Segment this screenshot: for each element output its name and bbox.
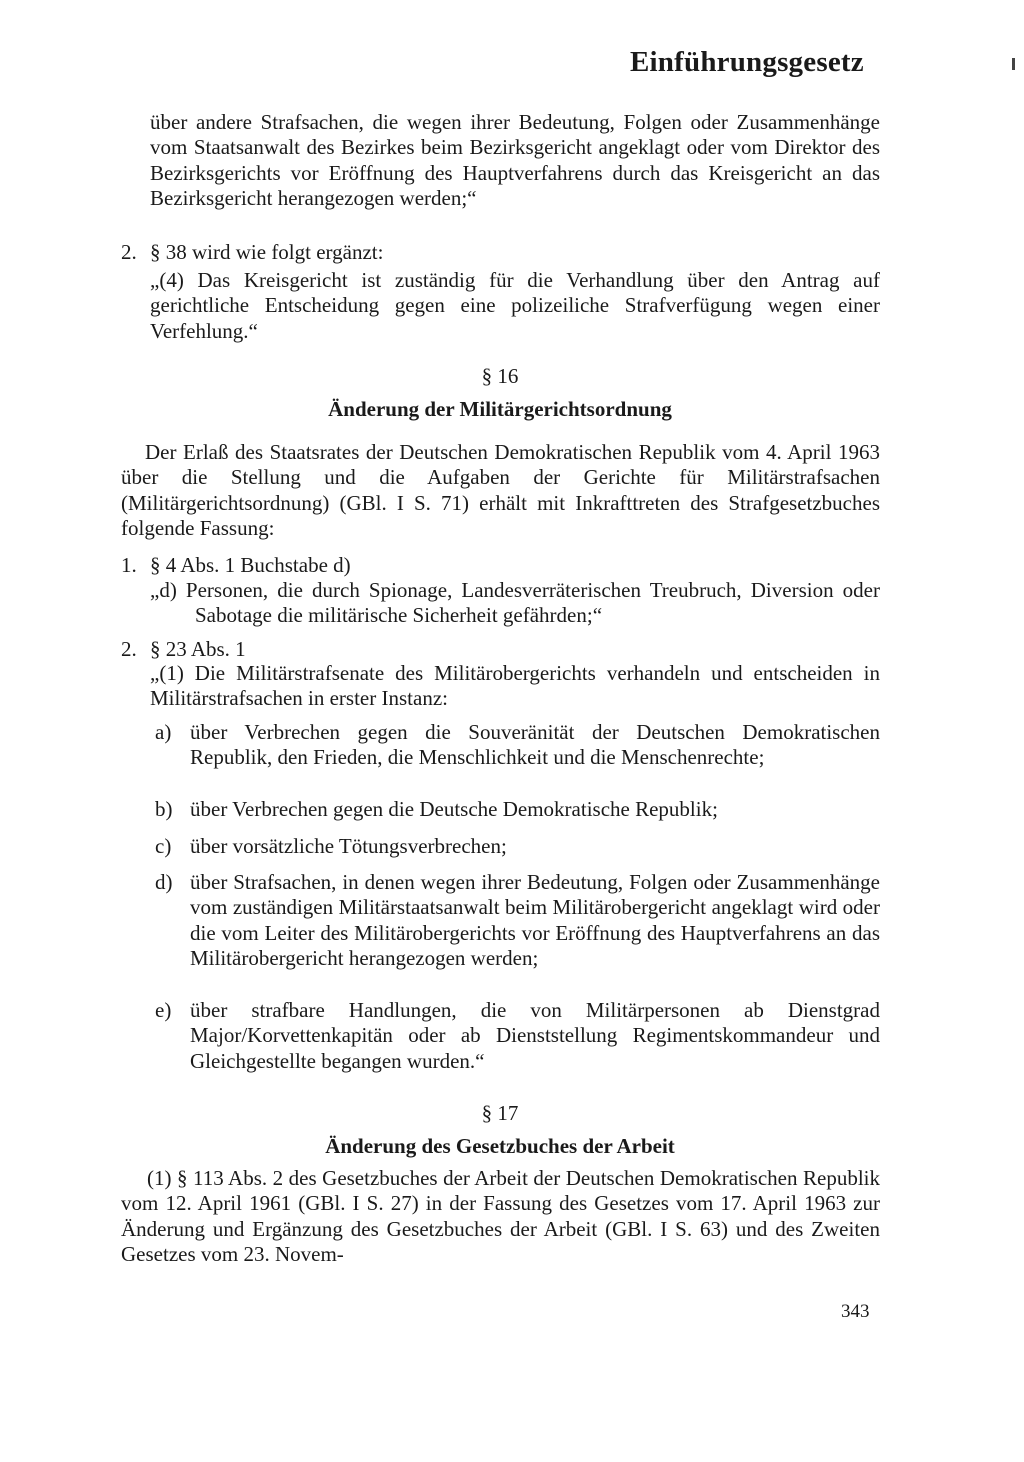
section-paragraph: (1) § 113 Abs. 2 des Gesetzbuches der Arbeit der Deutschen Demokratischen Republik vom 12. April 1961 (GBl. I S. 27) in der Fassung des Gesetzes vom 17. April 1963 zur Änderung und Ergänzung des Gesetzbuches der Arbeit (GBl. I S. 63) und des Zweiten Gesetzes vom 23. Novem-	[121, 1166, 880, 1267]
margin-mark	[1012, 58, 1015, 70]
subitem-label: e)	[155, 998, 172, 1022]
subitem-text: über Strafsachen, in denen wegen ihrer Bedeutung, Folgen oder Zusammenhänge vom zuständigen Militärstaatsanwalt beim Militärobergericht angeklagt wird oder die vom Leiter des Militärobergerichts vor Eröffnung des Hauptverfahrens an das Militärobergericht herangezogen werden;	[190, 870, 880, 971]
section-heading: Änderung des Gesetzbuches der Arbeit	[325, 1134, 675, 1158]
subitem-label: c)	[155, 834, 172, 858]
section-heading: Änderung der Militärgerichtsordnung	[328, 397, 672, 421]
subitem-text: über Verbrechen gegen die Souveränität der Deutschen Demokratischen Republik, den Frieden, die Menschlichkeit und die Menschenrechte;	[190, 720, 880, 770]
item-text: „(4) Das Kreisgericht ist zuständig für die Verhandlung über den Antrag auf gerichtliche Entscheidung gegen eine polizeiliche Strafverfügung wegen einer Verfehlung.“	[150, 268, 880, 343]
section-number: § 16	[481, 364, 519, 388]
section-number: § 17	[481, 1101, 519, 1125]
section-intro: Der Erlaß des Staatsrates der Deutschen Demokratischen Republik vom 4. April 1963 über die Stellung und die Aufgaben der Gerichte für Militärstrafsachen (Militärgerichtsordnung) (GBl. I S. 71) erhält mit Inkrafttreten des Strafgesetzbuches folgende Fassung:	[121, 440, 880, 541]
item-title: § 23 Abs. 1	[150, 637, 246, 661]
item-title: § 4 Abs. 1 Buchstabe d)	[150, 553, 351, 577]
subitem-text: über strafbare Handlungen, die von Militärpersonen ab Dienstgrad Major/Korvettenkapitän oder ab Dienststellung Regimentskommandeur und Gleichgestellte begangen wurden.“	[190, 998, 880, 1073]
page-number: 343	[841, 1301, 870, 1322]
intro-paragraph: über andere Strafsachen, die wegen ihrer Bedeutung, Folgen oder Zusammenhänge vom Staatsanwalt des Bezirkes beim Bezirksgericht angeklagt oder vom Direktor des Bezirksgerichts vor Eröffnung des Hauptverfahrens durch das Kreisgericht an das Bezirksgericht herangezogen werden;“	[150, 110, 880, 211]
subitem-label: b)	[155, 797, 173, 821]
item-title: § 38 wird wie folgt ergänzt:	[150, 240, 384, 264]
item-number: 1.	[121, 553, 137, 577]
item-number: 2.	[121, 240, 137, 264]
subitem-text: über vorsätzliche Tötungsverbrechen;	[190, 834, 507, 858]
item-text: „d) Personen, die durch Spionage, Landesverräterischen Treubruch, Diversion oder Sabotage die militärische Sicherheit gefährden;“	[150, 578, 880, 628]
subitem-label: a)	[155, 720, 172, 744]
item-text: „(1) Die Militärstrafsenate des Militärobergerichts verhandeln und entscheiden in Militärstrafsachen in erster Instanz:	[150, 661, 880, 711]
running-header: Einführungsgesetz	[630, 46, 864, 78]
subitem-label: d)	[155, 870, 173, 894]
subitem-text: über Verbrechen gegen die Deutsche Demokratische Republik;	[190, 797, 718, 821]
item-number: 2.	[121, 637, 137, 661]
